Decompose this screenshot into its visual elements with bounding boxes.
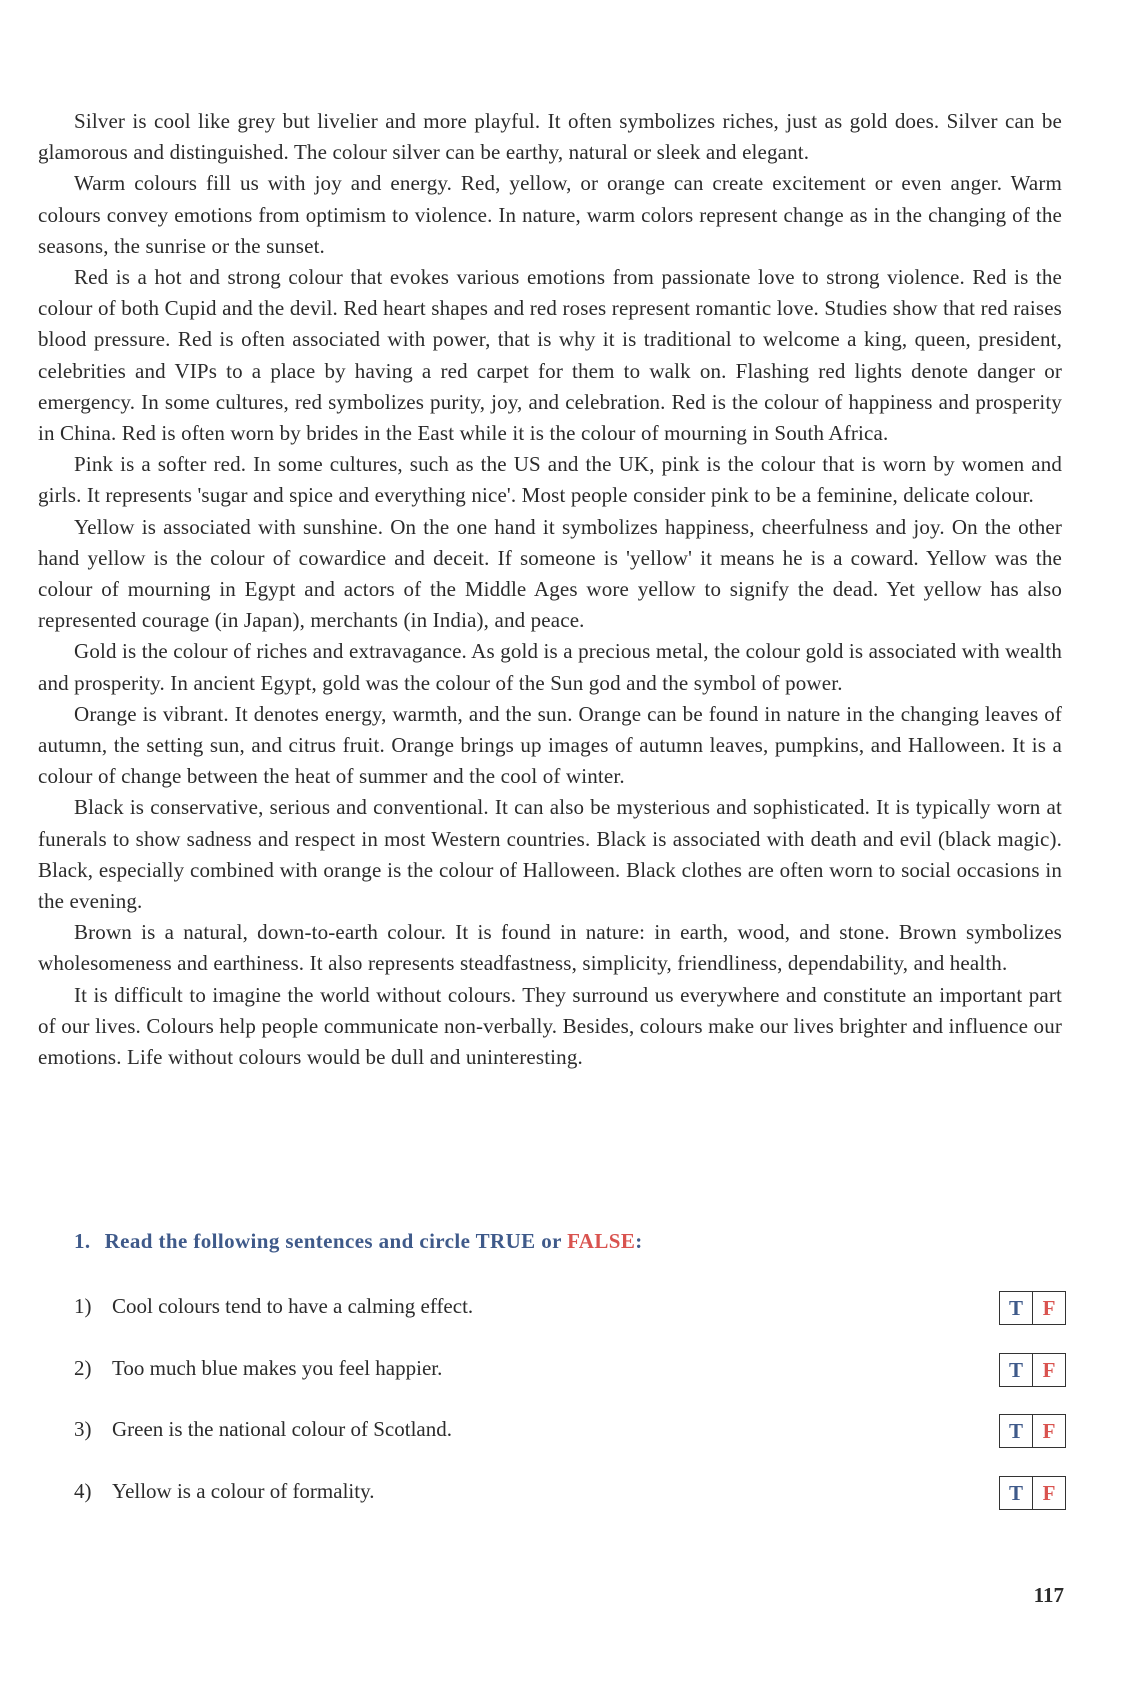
- paragraph-yellow: Yellow is associated with sunshine. On the one hand it symbolizes happiness, cheerfulness and joy. On the other hand yellow is the colour of cowardice and deceit. If someone is 'yellow' it means he is a coward. Yellow was the colour of mourning in Egypt and actors of the Middle Ages wore yellow to signify the dead. Yet yellow has also represented courage (in Japan), merchants (in India), and peace.: [38, 514, 1062, 633]
- paragraph-conclusion: It is difficult to imagine the world without colours. They surround us everywhere and constitute an important part of our lives. Colours help people communicate non-verbally. Besides, colours make our lives brighter and influence our emotions. Life without colours would be dull and uninteresting.: [38, 982, 1062, 1070]
- question-list: [74, 1292, 1066, 1539]
- true-false-box: [999, 1476, 1066, 1510]
- question-row: [74, 1477, 1066, 1539]
- question-row: [74, 1354, 1066, 1415]
- paragraph-orange: Orange is vibrant. It denotes energy, warmth, and the sun. Orange can be found in nature in the changing leaves of autumn, the setting sun, and citrus fruit. Orange brings up images of autumn leaves, pumpkins, and Halloween. It is a colour of change between the heat of summer and the cool of winter.: [38, 701, 1062, 789]
- heading-false-word: FALSE: [567, 1229, 636, 1253]
- heading-or-word: or: [541, 1229, 562, 1253]
- false-option[interactable]: F: [1042, 1358, 1056, 1382]
- paragraph-warm-colours: Warm colours fill us with joy and energy. Red, yellow, or orange can create excitement or even anger. Warm colours convey emotions from optimism to violence. In nature, warm colors represent change as in the changing of the seasons, the sunrise or the sunset.: [38, 171, 1062, 258]
- question-number: 4): [74, 1479, 92, 1503]
- question-text: Green is the national colour of Scotland.: [112, 1417, 452, 1441]
- true-option[interactable]: T: [1000, 1415, 1033, 1447]
- exercise-heading: [74, 1229, 643, 1254]
- question-text: Cool colours tend to have a calming effect.: [112, 1294, 474, 1318]
- paragraph-brown: Brown is a natural, down-to-earth colour. It is found in nature: in earth, wood, and stone. Brown symbolizes wholesomeness and earthiness. It also represents steadfastness, simplicity, friendliness, dependability, and health.: [38, 920, 1062, 976]
- paragraph-silver: Silver is cool like grey but livelier and more playful. It often symbolizes riches, just as gold does. Silver can be glamorous and distinguished. The colour silver can be earthy, natural or sleek and elegant.: [38, 109, 1062, 165]
- true-false-box: [999, 1291, 1066, 1325]
- heading-colon: :: [635, 1229, 643, 1253]
- paragraph-pink: Pink is a softer red. In some cultures, such as the US and the UK, pink is the colour that is worn by women and girls. It represents 'sugar and spice and everything nice'. Most people consider pink to be a feminine, delicate colour.: [38, 452, 1062, 508]
- question-row: [74, 1415, 1066, 1477]
- reading-text: [38, 106, 1062, 1073]
- paragraph-black: Black is conservative, serious and conventional. It can also be mysterious and sophisticated. It is typically worn at funerals to show sadness and respect in most Western countries. Black is associated with death and evil (black magic). Black, especially combined with orange is the colour of Halloween. Black clothes are often worn to social occasions in the evening.: [38, 795, 1062, 914]
- exercise-instruction: Read the following sentences and circle: [104, 1229, 471, 1253]
- false-option[interactable]: F: [1042, 1481, 1056, 1505]
- paragraph-red: Red is a hot and strong colour that evokes various emotions from passionate love to strong violence. Red is the colour of both Cupid and the devil. Red heart shapes and red roses represent romantic love. Studies show that red raises blood pressure. Red is often associated with power, that is why it is traditional to welcome a king, queen, president, celebrities and VIPs to a place by having a red carpet for them to walk on. Flashing red lights denote danger or emergency. In some cultures, red symbolizes purity, joy, and celebration. Red is the colour of happiness and prosperity in China. Red is often worn by brides in the East while it is the colour of mourning in South Africa.: [38, 265, 1062, 446]
- false-option[interactable]: F: [1042, 1419, 1056, 1443]
- heading-true-word: TRUE: [475, 1229, 536, 1253]
- question-row: [74, 1292, 1066, 1354]
- exercise-number: 1.: [74, 1229, 91, 1253]
- true-false-box: [999, 1414, 1066, 1448]
- question-number: 1): [74, 1294, 92, 1318]
- true-false-box: [999, 1353, 1066, 1387]
- true-option[interactable]: T: [1000, 1292, 1033, 1324]
- question-number: 2): [74, 1356, 92, 1380]
- question-number: 3): [74, 1417, 92, 1441]
- question-text: Yellow is a colour of formality.: [112, 1479, 375, 1503]
- question-text: Too much blue makes you feel happier.: [112, 1356, 443, 1380]
- paragraph-gold: Gold is the colour of riches and extravagance. As gold is a precious metal, the colour gold is associated with wealth and prosperity. In ancient Egypt, gold was the colour of the Sun god and the symbol of power.: [38, 639, 1062, 695]
- false-option[interactable]: F: [1042, 1296, 1056, 1320]
- page-number: 117: [1033, 1583, 1064, 1607]
- true-option[interactable]: T: [1000, 1354, 1033, 1386]
- true-option[interactable]: T: [1000, 1477, 1033, 1509]
